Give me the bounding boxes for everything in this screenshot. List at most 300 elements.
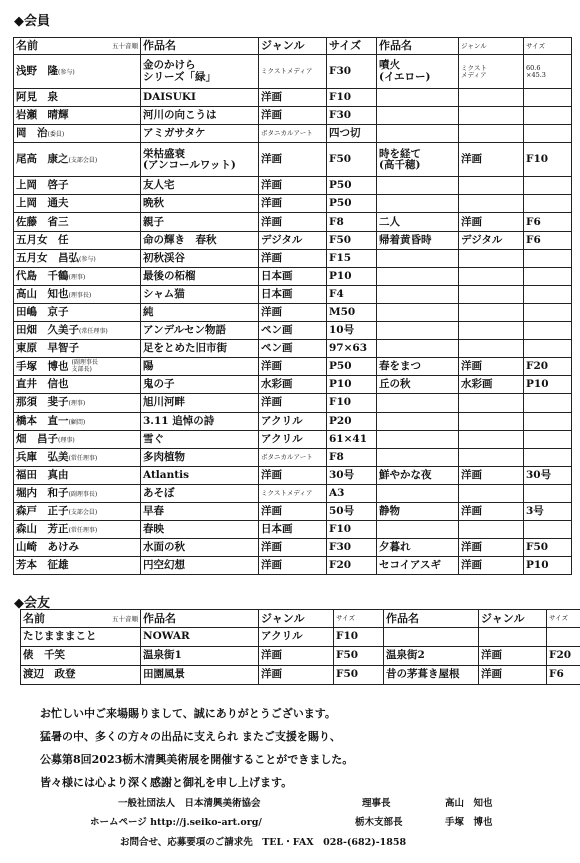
member-name-cell <box>14 285 141 303</box>
member-row <box>14 430 572 448</box>
genre-cell: 洋画 <box>259 466 327 484</box>
member-name: 芳本 征雄 <box>16 559 69 572</box>
size-cell: P50 <box>327 195 377 213</box>
size2-cell <box>524 195 572 213</box>
genre-cell: ミクストメディア <box>259 484 327 502</box>
member-name: 岩瀬 晴輝 <box>16 109 69 122</box>
member-role: (支部会員) <box>68 157 98 165</box>
member-name-cell <box>14 539 141 557</box>
member-name-cell <box>14 55 141 89</box>
genre-cell: 日本画 <box>259 285 327 303</box>
size-cell: 30号 <box>327 466 377 484</box>
size2-cell <box>524 89 572 107</box>
friends-section-title: ◆会友 <box>14 596 50 611</box>
member-row <box>14 143 572 177</box>
genre2-cell: ミクスト メディア <box>459 55 524 89</box>
genre-cell: アクリル <box>259 430 327 448</box>
size-cell: P10 <box>327 376 377 394</box>
member-name: 那須 斐子 <box>16 396 69 409</box>
member-row <box>14 195 572 213</box>
member-name-cell <box>14 448 141 466</box>
work2-title-cell <box>377 285 459 303</box>
size2-cell <box>524 267 572 285</box>
work-title-cell: 田園風景 <box>141 666 259 685</box>
member-row <box>14 448 572 466</box>
friends-header-work2: 作品名 <box>384 610 479 628</box>
member-name: 橋本 直一 <box>16 414 69 427</box>
member-name-cell <box>14 322 141 340</box>
header-size2: サイズ <box>524 38 572 55</box>
member-name-cell <box>14 89 141 107</box>
work-title-cell: NOWAR <box>141 628 259 647</box>
member-name-cell <box>14 502 141 520</box>
size2-cell <box>524 125 572 143</box>
genre2-cell <box>459 177 524 195</box>
member-name-cell <box>14 376 141 394</box>
size-cell: F10 <box>334 628 384 647</box>
work-title-cell: 温泉街1 <box>141 647 259 666</box>
genre-cell: 洋画 <box>259 89 327 107</box>
work2-title-cell: 昔の茅葺き屋根 <box>384 666 479 685</box>
member-role: (理事) <box>58 436 75 444</box>
work2-title-cell <box>377 249 459 267</box>
member-name: 五月女 任 <box>16 233 69 246</box>
size2-cell <box>524 107 572 125</box>
member-row <box>14 231 572 249</box>
member-row <box>14 521 572 539</box>
member-row <box>14 340 572 358</box>
member-row <box>14 394 572 412</box>
work-title-cell: 3.11 追悼の詩 <box>141 412 259 430</box>
size2-cell <box>524 394 572 412</box>
member-row <box>14 322 572 340</box>
size-cell: 50号 <box>327 502 377 520</box>
work-title-cell: 円空幻想 <box>141 557 259 575</box>
genre2-cell: 洋画 <box>479 666 547 685</box>
work2-title-cell <box>377 125 459 143</box>
member-name-cell <box>14 340 141 358</box>
genre2-cell <box>459 412 524 430</box>
size2-cell: F10 <box>524 143 572 177</box>
size-cell: F10 <box>327 89 377 107</box>
genre2-cell: 水彩画 <box>459 376 524 394</box>
friend-name-cell: 渡辺 政登 <box>21 666 141 685</box>
members-header-row <box>14 38 572 55</box>
work-title-cell: 鬼の子 <box>141 376 259 394</box>
member-name-cell <box>14 267 141 285</box>
size2-cell <box>524 430 572 448</box>
size2-cell: 60.6 ×45.3 <box>524 55 572 89</box>
genre-cell: 洋画 <box>259 647 334 666</box>
member-name-cell <box>14 358 141 376</box>
genre-cell: 洋画 <box>259 107 327 125</box>
size-cell: F50 <box>327 231 377 249</box>
genre2-cell: 洋画 <box>459 213 524 231</box>
member-row <box>14 502 572 520</box>
genre2-cell <box>459 249 524 267</box>
work2-title-cell: セコイアスギ <box>377 557 459 575</box>
member-name: 上岡 啓子 <box>16 179 69 192</box>
member-name-cell <box>14 231 141 249</box>
genre2-cell <box>459 340 524 358</box>
header-work: 作品名 <box>141 38 259 55</box>
work2-title-cell: 丘の秋 <box>377 376 459 394</box>
friend-name-cell: 俵 千笑 <box>21 647 141 666</box>
member-name: 森戸 正子 <box>16 505 69 517</box>
size-cell: A3 <box>327 484 377 502</box>
friends-header-genre: ジャンル <box>259 610 334 628</box>
size2-cell: F6 <box>547 666 580 685</box>
message-line: 猛暑の中、多くの方々の出品に支えられ またご支援を賜り、 <box>40 730 341 743</box>
member-name: 上岡 通夫 <box>16 197 69 210</box>
genre-cell: 洋画 <box>259 213 327 231</box>
genre2-cell <box>459 267 524 285</box>
member-name: 東原 早智子 <box>16 342 79 355</box>
size2-cell <box>547 628 580 647</box>
size-cell: P20 <box>327 412 377 430</box>
genre2-cell <box>459 322 524 340</box>
member-name-cell <box>14 249 141 267</box>
thanks-message <box>40 702 570 794</box>
member-row <box>14 213 572 231</box>
work2-title-cell <box>377 340 459 358</box>
member-role: (副理事長 支部長) <box>71 359 98 373</box>
member-name: 畑 昌子 <box>16 432 58 445</box>
size-cell: P50 <box>327 177 377 195</box>
work-title-cell: アミガサタケ <box>141 125 259 143</box>
member-name: 阿見 泉 <box>16 91 58 104</box>
size-cell: F15 <box>327 249 377 267</box>
message-line: お忙しい中ご来場賜りまして、誠にありがとうございます。 <box>40 707 336 720</box>
genre2-cell: 洋画 <box>459 143 524 177</box>
size-cell: F4 <box>327 285 377 303</box>
header-genre2: ジャンル <box>459 38 524 55</box>
member-role: (理事長) <box>68 291 92 299</box>
member-name: 佐藤 省三 <box>16 215 69 228</box>
genre2-cell <box>459 521 524 539</box>
branch-name: 手塚 博也 <box>445 817 493 828</box>
member-role: (理事) <box>68 400 86 408</box>
genre-cell: ミクストメディア <box>259 55 327 89</box>
message-line: 皆々様には心より深く感謝と御礼を申し上げます。 <box>40 776 293 789</box>
size2-cell <box>524 521 572 539</box>
member-name: 田嶋 京子 <box>16 305 69 318</box>
member-name: 堀内 和子 <box>16 486 69 499</box>
member-role: (副理事長) <box>68 490 98 498</box>
member-name: 直井 信也 <box>16 378 69 391</box>
work2-title-cell: 夕暮れ <box>377 539 459 557</box>
work-title-cell: 栄枯盛衰 (アンコールワット) <box>141 143 259 177</box>
work-title-cell: 陽 <box>141 358 259 376</box>
friends-header-row <box>21 610 580 628</box>
work2-title-cell <box>377 177 459 195</box>
genre2-cell: デジタル <box>459 231 524 249</box>
work-title-cell: 水面の秋 <box>141 539 259 557</box>
member-name: 福田 真由 <box>16 468 69 481</box>
size-cell: F50 <box>334 666 384 685</box>
size-cell: 97×63 <box>327 340 377 358</box>
genre2-cell <box>459 285 524 303</box>
homepage-link[interactable]: ホームページ http://j.seiko-art.org/ <box>90 817 262 828</box>
work-title-cell: 晩秋 <box>141 195 259 213</box>
member-name: 山崎 あけみ <box>16 541 79 554</box>
genre2-cell <box>459 448 524 466</box>
size-cell: 四つ切 <box>327 125 377 143</box>
member-row <box>14 358 572 376</box>
work2-title-cell: 温泉街2 <box>384 647 479 666</box>
work2-title-cell <box>377 394 459 412</box>
work2-title-cell: 噴火 (イエロー) <box>377 55 459 89</box>
member-name-cell <box>14 213 141 231</box>
size-cell: F50 <box>327 143 377 177</box>
work-title-cell: 友人宅 <box>141 177 259 195</box>
genre2-cell <box>459 195 524 213</box>
work-title-cell: 命の輝き 春秋 <box>141 231 259 249</box>
member-role: (顧問) <box>68 418 86 426</box>
work2-title-cell: 時を経て (高千穂) <box>377 143 459 177</box>
header-genre: ジャンル <box>259 38 327 55</box>
work2-title-cell <box>377 484 459 502</box>
genre2-cell <box>459 394 524 412</box>
member-row <box>14 557 572 575</box>
work2-title-cell <box>377 412 459 430</box>
size-cell: F8 <box>327 448 377 466</box>
size2-cell <box>524 303 572 321</box>
member-row <box>14 484 572 502</box>
member-row <box>14 177 572 195</box>
size2-cell <box>524 249 572 267</box>
work2-title-cell <box>377 195 459 213</box>
friends-header-genre2: ジャンル <box>479 610 547 628</box>
member-name-cell <box>14 125 141 143</box>
size2-cell: 3号 <box>524 502 572 520</box>
work-title-cell: DAISUKI <box>141 89 259 107</box>
genre2-cell: 洋画 <box>459 358 524 376</box>
genre-cell: ペン画 <box>259 340 327 358</box>
member-row <box>14 412 572 430</box>
member-name-cell <box>14 521 141 539</box>
branch-title: 栃木支部長 <box>355 817 403 828</box>
genre-cell: 水彩画 <box>259 376 327 394</box>
size-cell: F20 <box>327 557 377 575</box>
genre-cell: アクリル <box>259 628 334 647</box>
work-title-cell: 雪ぐ <box>141 430 259 448</box>
members-section-title: ◆会員 <box>14 14 50 29</box>
work2-title-cell <box>377 430 459 448</box>
work2-title-cell <box>377 89 459 107</box>
genre-cell: 日本画 <box>259 521 327 539</box>
member-row <box>14 466 572 484</box>
header-size: サイズ <box>327 38 377 55</box>
size-cell: F50 <box>334 647 384 666</box>
member-role: (委員) <box>47 131 65 139</box>
genre-cell: デジタル <box>259 231 327 249</box>
genre-cell: 洋画 <box>259 195 327 213</box>
friends-header-size2: サイズ <box>547 610 580 628</box>
friend-name-cell: たじまままこと <box>21 628 141 647</box>
friend-row <box>21 666 580 685</box>
genre2-cell: 洋画 <box>479 647 547 666</box>
member-name: 尾高 康之 <box>16 153 69 166</box>
size2-cell: F20 <box>547 647 580 666</box>
header-name: 名前 五十音順 <box>14 38 141 55</box>
contact-info: お問合せ、応募要項のご請求先 TEL・FAX 028-(682)-1858 <box>120 837 407 848</box>
work-title-cell: 河川の向こうは <box>141 107 259 125</box>
genre-cell: 洋画 <box>259 143 327 177</box>
genre2-cell <box>459 107 524 125</box>
genre-cell: ボタニカルアート <box>259 448 327 466</box>
size-cell: F8 <box>327 213 377 231</box>
work-title-cell: 初秋渓谷 <box>141 249 259 267</box>
genre2-cell <box>479 628 547 647</box>
member-name-cell <box>14 107 141 125</box>
genre-cell: 洋画 <box>259 539 327 557</box>
member-name: 五月女 昌弘 <box>16 251 79 264</box>
member-name-cell <box>14 430 141 448</box>
friend-row <box>21 647 580 666</box>
size-cell: F30 <box>327 55 377 89</box>
work2-title-cell <box>377 107 459 125</box>
genre-cell: 洋画 <box>259 358 327 376</box>
work2-title-cell: 帰着黄昏時 <box>377 231 459 249</box>
work2-title-cell <box>377 267 459 285</box>
genre-cell: 洋画 <box>259 394 327 412</box>
size2-cell: F50 <box>524 539 572 557</box>
members-table <box>13 37 572 575</box>
work2-title-cell <box>384 628 479 647</box>
size2-cell <box>524 322 572 340</box>
member-name-cell <box>14 195 141 213</box>
work2-title-cell: 春をまつ <box>377 358 459 376</box>
friend-row <box>21 628 580 647</box>
size-cell: F30 <box>327 107 377 125</box>
member-name-cell <box>14 466 141 484</box>
message-line: 公募第8回2023栃木清興美術展を開催することができました。 <box>40 753 354 766</box>
chair-title: 理事長 <box>362 798 391 809</box>
work2-title-cell <box>377 322 459 340</box>
genre-cell: アクリル <box>259 412 327 430</box>
member-name-cell <box>14 143 141 177</box>
size-cell: F10 <box>327 394 377 412</box>
member-name: 田畑 久美子 <box>16 324 79 337</box>
size-cell: 10号 <box>327 322 377 340</box>
genre-cell: 洋画 <box>259 249 327 267</box>
member-role: (理事) <box>68 273 86 281</box>
member-name: 岡 治 <box>16 127 48 140</box>
work-title-cell: シャム猫 <box>141 285 259 303</box>
work-title-cell: 春映 <box>141 521 259 539</box>
friends-header-name: 名前 五十音順 <box>21 610 141 628</box>
size2-cell: P10 <box>524 557 572 575</box>
genre-cell: ボタニカルアート <box>259 125 327 143</box>
member-name: 浅野 隆 <box>16 64 58 77</box>
genre-cell: 洋画 <box>259 666 334 685</box>
size2-cell <box>524 484 572 502</box>
size2-cell: 30号 <box>524 466 572 484</box>
header-order: 五十音順 <box>112 42 138 51</box>
member-row <box>14 285 572 303</box>
work-title-cell: 多肉植物 <box>141 448 259 466</box>
member-role: (常任理事) <box>68 527 98 535</box>
size-cell: 61×41 <box>327 430 377 448</box>
genre-cell: 洋画 <box>259 557 327 575</box>
member-row <box>14 125 572 143</box>
size2-cell: F20 <box>524 358 572 376</box>
work-title-cell: 早春 <box>141 502 259 520</box>
work-title-cell: 金のかけら シリーズ「緑」 <box>141 55 259 89</box>
member-row <box>14 55 572 89</box>
work2-title-cell: 鮮やかな夜 <box>377 466 459 484</box>
member-name: 手塚 博也 <box>16 360 69 373</box>
genre2-cell <box>459 125 524 143</box>
size-cell: F30 <box>327 539 377 557</box>
genre2-cell: 洋画 <box>459 466 524 484</box>
size2-cell <box>524 177 572 195</box>
size-cell: P10 <box>327 267 377 285</box>
size2-cell: P10 <box>524 376 572 394</box>
work-title-cell: 最後の柘榴 <box>141 267 259 285</box>
work2-title-cell <box>377 521 459 539</box>
genre-cell: ペン画 <box>259 322 327 340</box>
organization-name: 一般社団法人 日本清興美術協会 <box>118 798 261 809</box>
member-row <box>14 267 572 285</box>
friends-header-work: 作品名 <box>141 610 259 628</box>
work2-title-cell <box>377 448 459 466</box>
work-title-cell: 純 <box>141 303 259 321</box>
member-name-cell <box>14 177 141 195</box>
member-name: 高山 知也 <box>16 287 69 300</box>
member-row <box>14 107 572 125</box>
size-cell: P50 <box>327 358 377 376</box>
genre-cell: 日本画 <box>259 267 327 285</box>
chair-name: 高山 知也 <box>445 798 493 809</box>
size-cell: M50 <box>327 303 377 321</box>
member-row <box>14 303 572 321</box>
genre2-cell <box>459 303 524 321</box>
genre-cell: 洋画 <box>259 177 327 195</box>
member-row <box>14 539 572 557</box>
genre2-cell <box>459 430 524 448</box>
work-title-cell: アンデルセン物語 <box>141 322 259 340</box>
size2-cell: F6 <box>524 213 572 231</box>
work2-title-cell: 静物 <box>377 502 459 520</box>
work2-title-cell: 二人 <box>377 213 459 231</box>
member-name-cell <box>14 394 141 412</box>
size2-cell: F6 <box>524 231 572 249</box>
member-role: (参与) <box>58 68 75 76</box>
work2-title-cell <box>377 303 459 321</box>
size2-cell <box>524 340 572 358</box>
genre2-cell: 洋画 <box>459 539 524 557</box>
member-row <box>14 376 572 394</box>
genre-cell: 洋画 <box>259 303 327 321</box>
work-title-cell: 足をとめた旧市街 <box>141 340 259 358</box>
work-title-cell: 親子 <box>141 213 259 231</box>
member-name-cell <box>14 412 141 430</box>
member-name: 代島 千鶴 <box>16 269 69 282</box>
genre2-cell <box>459 484 524 502</box>
work-title-cell: Atlantis <box>141 466 259 484</box>
genre2-cell: 洋画 <box>459 557 524 575</box>
size2-cell <box>524 285 572 303</box>
member-row <box>14 89 572 107</box>
work-title-cell: 旭川河畔 <box>141 394 259 412</box>
genre2-cell <box>459 89 524 107</box>
member-role: (常任理事) <box>68 454 98 462</box>
member-name-cell <box>14 484 141 502</box>
member-name: 兵庫 弘美 <box>16 450 69 463</box>
member-role: (常任理事) <box>79 328 108 336</box>
